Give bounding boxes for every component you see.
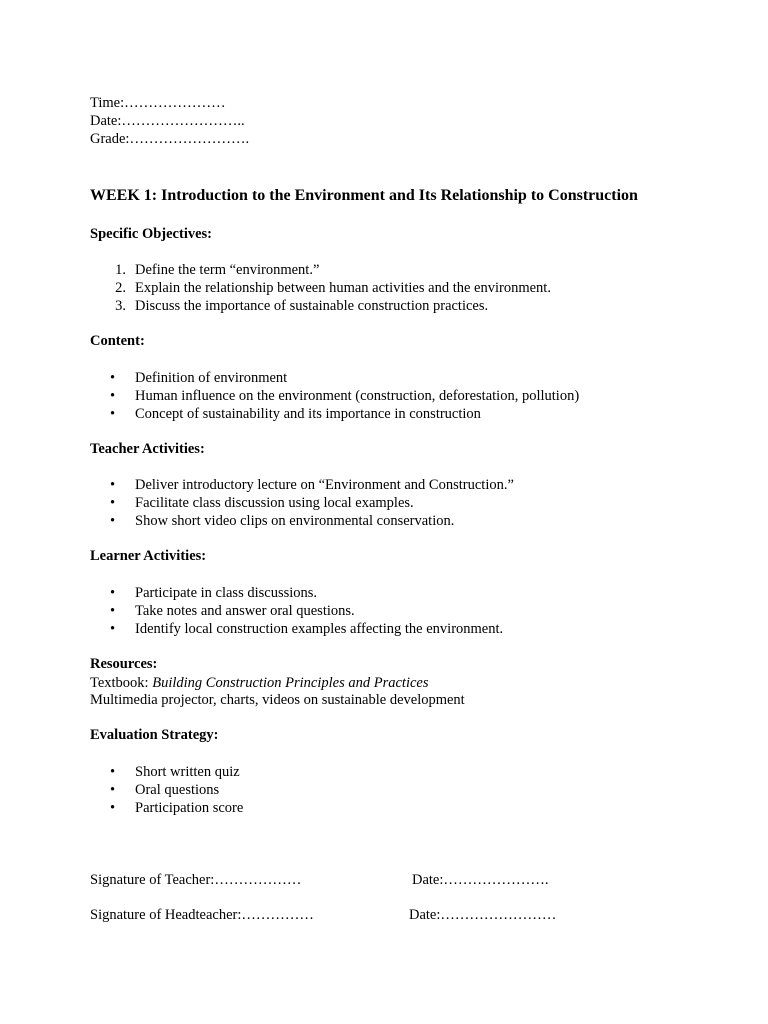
bullet: • <box>110 477 116 493</box>
learner-activities-list <box>90 584 503 638</box>
list-number: 2. <box>115 280 126 296</box>
learner-activities-heading: Learner Activities: <box>90 548 207 564</box>
list-item <box>90 387 579 405</box>
bullet: • <box>110 406 116 422</box>
textbook-prefix: Textbook: <box>90 675 153 691</box>
bullet: • <box>110 370 116 386</box>
evaluation-text: Short written quiz <box>135 764 240 780</box>
resources-textbook <box>90 674 429 692</box>
objective-text: Define the term “environment.” <box>135 262 320 278</box>
evaluation-list <box>90 763 243 817</box>
list-number: 3. <box>115 298 126 314</box>
list-item <box>90 279 551 297</box>
objective-text: Discuss the importance of sustainable construction practices. <box>135 298 489 314</box>
bullet: • <box>110 388 116 404</box>
bullet: • <box>110 585 116 601</box>
objective-text: Explain the relationship between human activities and the environment. <box>135 280 551 296</box>
textbook-title: Building Construction Principles and Practices <box>152 675 429 691</box>
list-item <box>90 584 503 602</box>
teacher-signature: Signature of Teacher:……………… <box>90 872 302 888</box>
resources-heading: Resources: <box>90 656 158 672</box>
list-item <box>90 781 243 799</box>
teacher-activity-text: Facilitate class discussion using local examples. <box>135 495 414 511</box>
teacher-activity-text: Show short video clips on environmental conservation. <box>135 513 455 529</box>
evaluation-heading: Evaluation Strategy: <box>90 727 219 743</box>
evaluation-text: Participation score <box>135 800 244 816</box>
content-text: Concept of sustainability and its importance in construction <box>135 406 481 422</box>
specific-objectives-heading: Specific Objectives: <box>90 226 213 242</box>
resources-other: Multimedia projector, charts, videos on sustainable development <box>90 692 465 708</box>
date-field: Date:…………………….. <box>90 113 245 129</box>
list-item <box>90 763 243 781</box>
evaluation-text: Oral questions <box>135 782 220 798</box>
bullet: • <box>110 495 116 511</box>
teacher-signature-date: Date:…………………. <box>412 872 549 888</box>
time-field: Time:………………… <box>90 95 226 111</box>
headteacher-signature: Signature of Headteacher:…………… <box>90 907 314 923</box>
bullet: • <box>110 782 116 798</box>
list-item <box>90 620 503 638</box>
bullet: • <box>110 513 116 529</box>
bullet: • <box>110 764 116 780</box>
learner-activity-text: Take notes and answer oral questions. <box>135 603 355 619</box>
teacher-activities-heading: Teacher Activities: <box>90 441 205 457</box>
objectives-list <box>90 261 551 315</box>
teacher-activity-text: Deliver introductory lecture on “Environment and Construction.” <box>135 477 514 493</box>
list-item <box>90 297 551 315</box>
content-list <box>90 369 579 423</box>
teacher-activities-list <box>90 476 514 530</box>
content-heading: Content: <box>90 333 145 349</box>
learner-activity-text: Participate in class discussions. <box>135 585 318 601</box>
list-item <box>90 476 514 494</box>
list-item <box>90 799 243 817</box>
list-item <box>90 405 579 423</box>
list-item <box>90 369 579 387</box>
list-item <box>90 261 551 279</box>
learner-activity-text: Identify local construction examples affecting the environment. <box>135 621 504 637</box>
content-text: Human influence on the environment (construction, deforestation, pollution) <box>135 388 580 404</box>
grade-field: Grade:……………………. <box>90 131 250 147</box>
list-item <box>90 494 514 512</box>
headteacher-signature-date: Date:…………………… <box>409 907 557 923</box>
list-item <box>90 602 503 620</box>
list-number: 1. <box>115 262 126 278</box>
content-text: Definition of environment <box>135 370 288 386</box>
bullet: • <box>110 621 116 637</box>
bullet: • <box>110 800 116 816</box>
list-item <box>90 512 514 530</box>
bullet: • <box>110 603 116 619</box>
week-title: WEEK 1: Introduction to the Environment and Its Relationship to Construction <box>90 187 638 204</box>
